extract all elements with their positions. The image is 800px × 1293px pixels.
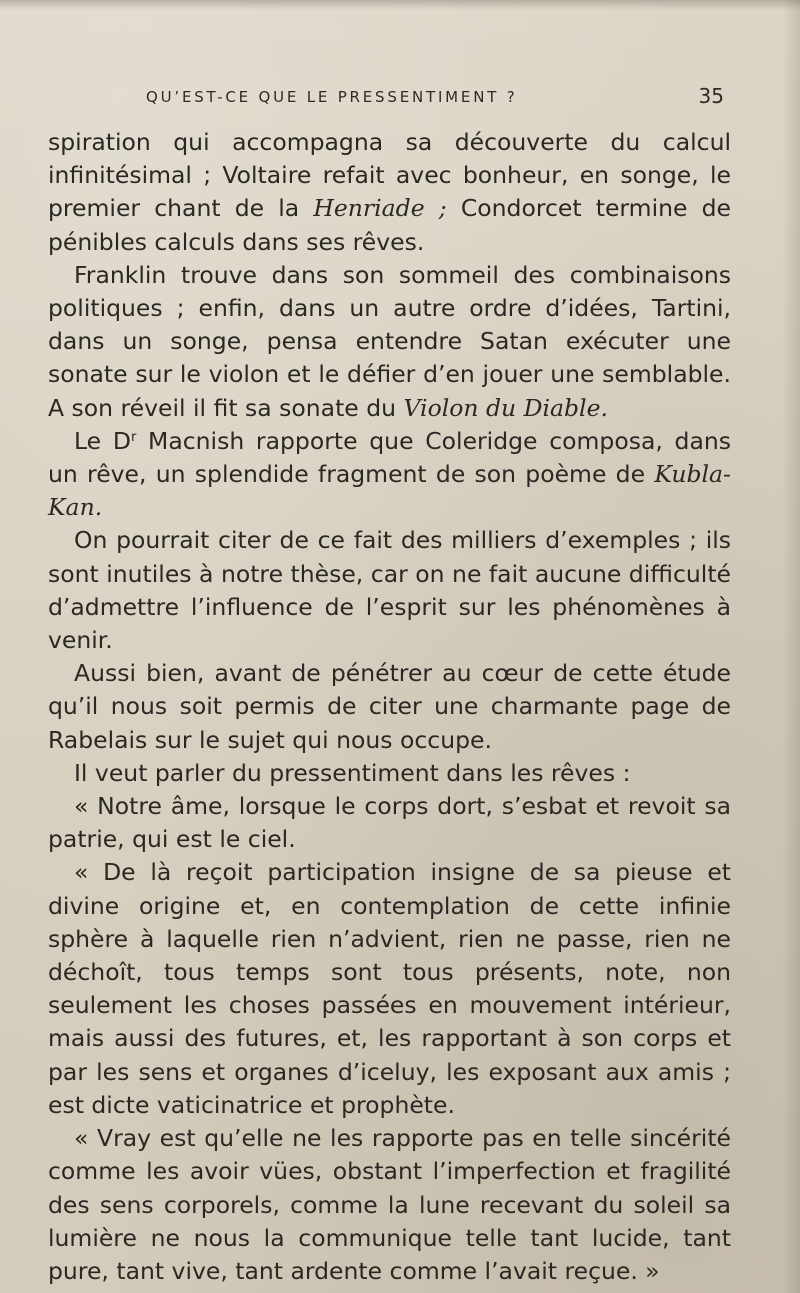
paragraph-text: spiration qui accompagna sa découverte du calcul infinitésimal ; Voltaire refait avec bonheur, en songe, le premier chant de la xyxy=(48,128,731,223)
paragraph-exemples: On pourrait citer de ce fait des milliers d’exemples ; ils sont inutiles à notre thèse, car on ne fait aucune difficulté d’admettre l’influence de l’esprit sur les phénomènes à venir. xyxy=(48,526,731,655)
work-title-henriade: Henriade ; xyxy=(313,194,447,223)
running-header xyxy=(146,84,724,114)
quote-paragraph-3: « Vray est qu’elle ne les rapporte pas en telle sincérité comme les avoir vües, obstant l’imperfection et fragilité des sens corporels, comme la lune recevant du soleil sa lumière ne nous la communique telle tant lucide, tant pure, tant vive, tant ardente comme l’avait reçue. » xyxy=(48,1124,731,1285)
paragraph-text: Macnish rapporte que Coleridge composa, dans un rêve, un splendide fragment de son poème de xyxy=(48,426,732,489)
paragraph-franklin xyxy=(48,259,731,425)
page-top-shadow xyxy=(0,0,800,10)
work-title-kubla-kan: Kubla-Kan. xyxy=(48,460,731,522)
paragraph-continuation xyxy=(48,126,731,259)
page-right-shadow xyxy=(782,0,800,1293)
quote-paragraph-1: « Notre âme, lorsque le corps dort, s’esbat et revoit sa patrie, qui est le ciel. xyxy=(48,792,731,854)
running-title: QU’EST-CE QUE LE PRESSENTIMENT ? xyxy=(146,88,518,106)
paragraph-text: Le D xyxy=(74,426,131,455)
paragraph-macnish xyxy=(48,425,731,525)
superscript: r xyxy=(130,429,137,445)
paragraph-rabelais-intro: Aussi bien, avant de pénétrer au cœur de cette étude qu’il nous soit permis de citer une charmante page de Rabelais sur le sujet qui nous occupe. xyxy=(48,659,731,754)
page-number: 35 xyxy=(698,84,724,108)
work-title-violon-du-diable: Violon du Diable. xyxy=(403,393,608,422)
quote-paragraph-2: « De là reçoit participation insigne de sa pieuse et divine origine et, en contemplation de cette infinie sphère à laquelle rien n’advient, rien ne passe, rien ne déchoît, tous temps sont tous présents, note, non seulement les choses passées en mouvement intérieur, mais aussi des futures, et, les rapportant à son corps et par les sens et organes d’iceluy, les exposant aux amis ; est dicte vaticinatrice et prophète. xyxy=(48,858,731,1119)
paragraph-text: Franklin trouve dans son sommeil des combinaisons politiques ; enfin, dans un autre ordre d’idées, Tartini, dans un songe, pensa entendre Satan exécuter une sonate sur le violon et le défier d’en jouer une semblable. A son réveil il fit sa sonate du xyxy=(48,260,731,422)
paragraph-pressentiment: Il veut parler du pressentiment dans les rêves : xyxy=(74,758,631,787)
body-text xyxy=(48,126,731,1288)
paragraph-text: Condorcet termine de pénibles calculs dans ses rêves. xyxy=(48,194,731,256)
